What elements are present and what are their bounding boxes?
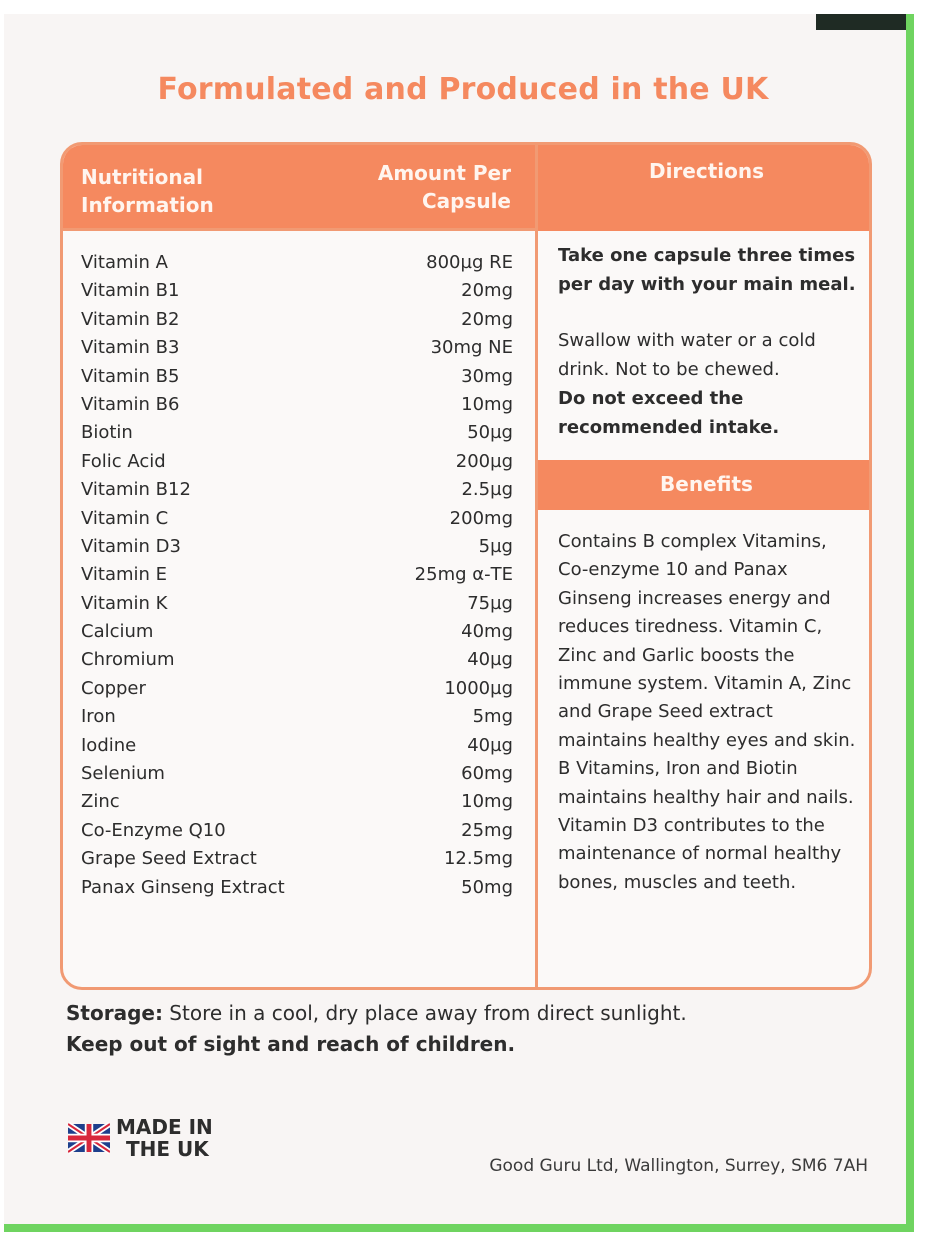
- nutrition-header-line1: Nutritional: [81, 165, 204, 189]
- directions-line-1: Take one capsule three times per day with your main meal.: [558, 245, 856, 295]
- storage-text: Store in a cool, dry place away from direct sunlight.: [162, 1001, 687, 1025]
- nutrition-row: [81, 817, 513, 845]
- benefits-title: Benefits: [660, 472, 753, 496]
- nutrition-header-line2: Information: [81, 193, 214, 217]
- nutrient-name: Panax Ginseng Extract: [81, 876, 285, 898]
- nutrient-name: Iodine: [81, 734, 137, 756]
- nutrient-amount: 12.5mg: [443, 848, 513, 870]
- nutrition-header-title: [81, 163, 214, 219]
- nutrient-amount: 30mg NE: [430, 337, 513, 359]
- nutrient-name: Vitamin K: [81, 592, 168, 614]
- nutrient-name: Iron: [81, 706, 116, 728]
- directions-line-2: Swallow with water or a cold drink. Not to be chewed.: [558, 330, 816, 380]
- nutrient-amount: 5mg: [472, 706, 513, 728]
- nutrient-amount: 25mg: [461, 819, 513, 841]
- nutrient-amount: 50mg: [461, 876, 513, 898]
- info-panel: [60, 142, 872, 990]
- nutrient-name: Vitamin B1: [81, 280, 180, 302]
- nutrient-name: Vitamin B3: [81, 337, 180, 359]
- nutrient-name: Vitamin B12: [81, 479, 191, 501]
- nutrition-row: [81, 646, 513, 674]
- nutrient-name: Vitamin B2: [81, 308, 180, 330]
- nutrient-name: Vitamin E: [81, 564, 168, 586]
- storage-section: [66, 998, 846, 1060]
- nutrient-amount: 75µg: [467, 592, 513, 614]
- nutrition-row: [81, 788, 513, 816]
- nutrient-amount: 20mg: [461, 280, 513, 302]
- nutrient-amount: 25mg α-TE: [414, 564, 513, 586]
- benefits-header: [538, 460, 872, 510]
- nutrition-row: [81, 419, 513, 447]
- nutrient-amount: 10mg: [461, 393, 513, 415]
- nutrition-row: [81, 618, 513, 646]
- nutrient-name: Grape Seed Extract: [81, 848, 257, 870]
- benefits-text: Contains B complex Vitamins, Co-enzyme 10 and Panax Ginseng increases energy and reduces tiredness. Vitamin C, Zinc and Garlic boosts the immune system. Vitamin A, Zinc and Grape Seed extract maintains healthy eyes and skin. B Vitamins, Iron and Biotin maintains healthy hair and nails. Vitamin D3 contributes to the maintenance of normal healthy bones, muscles and teeth.: [558, 531, 856, 893]
- made-in-uk-text: [116, 1116, 213, 1160]
- nutrient-amount: 10mg: [461, 791, 513, 813]
- nutrition-row: [81, 675, 513, 703]
- box-corner-shadow: [816, 14, 906, 30]
- nutrient-name: Zinc: [81, 791, 120, 813]
- made-in-line2: THE UK: [126, 1137, 209, 1161]
- nutrition-row: [81, 561, 513, 589]
- nutrition-row: [81, 334, 513, 362]
- nutrient-amount: 50µg: [467, 422, 513, 444]
- child-warning: Keep out of sight and reach of children.: [66, 1032, 516, 1056]
- nutrient-amount: 60mg: [461, 763, 513, 785]
- directions-header: [538, 145, 872, 231]
- nutrition-row: [81, 874, 513, 902]
- nutrient-amount: 40µg: [467, 649, 513, 671]
- nutrition-row: [81, 363, 513, 391]
- nutrient-name: Chromium: [81, 649, 175, 671]
- uk-flag-icon: [68, 1117, 110, 1159]
- nutrient-name: Co-Enzyme Q10: [81, 819, 226, 841]
- nutrient-amount: 30mg: [461, 365, 513, 387]
- nutrition-row: [81, 760, 513, 788]
- amount-header-line2: Capsule: [421, 189, 511, 213]
- nutrient-name: Folic Acid: [81, 450, 166, 472]
- nutrient-amount: 40µg: [467, 734, 513, 756]
- nutrition-row: [81, 448, 513, 476]
- nutrient-amount: 5µg: [478, 535, 513, 557]
- nutrition-row: [81, 249, 513, 277]
- directions-line-3: Do not exceed the recommended intake.: [558, 388, 780, 438]
- directions-title: Directions: [648, 159, 765, 183]
- nutrition-row: [81, 391, 513, 419]
- nutrition-row: [81, 533, 513, 561]
- company-address: Good Guru Ltd, Wallington, Surrey, SM6 7AH: [489, 1156, 868, 1176]
- nutrition-row: [81, 732, 513, 760]
- nutrition-row: [81, 590, 513, 618]
- nutrition-row: [81, 845, 513, 873]
- nutrient-amount: 1000µg: [444, 677, 513, 699]
- nutrient-name: Biotin: [81, 422, 133, 444]
- nutrient-name: Copper: [81, 677, 146, 699]
- nutrient-amount: 200µg: [455, 450, 513, 472]
- made-in-line1: MADE IN: [116, 1115, 213, 1139]
- nutrient-amount: 40mg: [461, 621, 513, 643]
- nutrition-row: [81, 277, 513, 305]
- nutrient-name: Vitamin B6: [81, 393, 180, 415]
- nutrient-amount: 20mg: [461, 308, 513, 330]
- nutrition-row: [81, 306, 513, 334]
- nutrition-row: [81, 476, 513, 504]
- nutrient-name: Vitamin D3: [81, 535, 181, 557]
- column-divider: [535, 145, 538, 987]
- storage-label: Storage:: [66, 1001, 163, 1025]
- amount-header-title: [378, 159, 511, 215]
- nutrient-name: Vitamin B5: [81, 365, 180, 387]
- nutrient-amount: 800µg RE: [426, 252, 513, 273]
- nutrient-name: Vitamin A: [81, 252, 168, 273]
- nutrient-name: Calcium: [81, 621, 154, 643]
- amount-header-line1: Amount Per: [377, 161, 511, 185]
- made-in-uk-badge: [68, 1116, 213, 1160]
- nutrient-amount: 200mg: [449, 507, 513, 529]
- nutrition-header: [63, 145, 535, 231]
- nutrient-amount: 2.5µg: [461, 479, 513, 501]
- nutrient-name: Vitamin C: [81, 507, 169, 529]
- nutrition-row: [81, 505, 513, 533]
- page-headline: Formulated and Produced in the UK: [157, 72, 769, 107]
- nutrition-rows: [81, 249, 513, 902]
- nutrient-name: Selenium: [81, 763, 165, 785]
- nutrition-row: [81, 703, 513, 731]
